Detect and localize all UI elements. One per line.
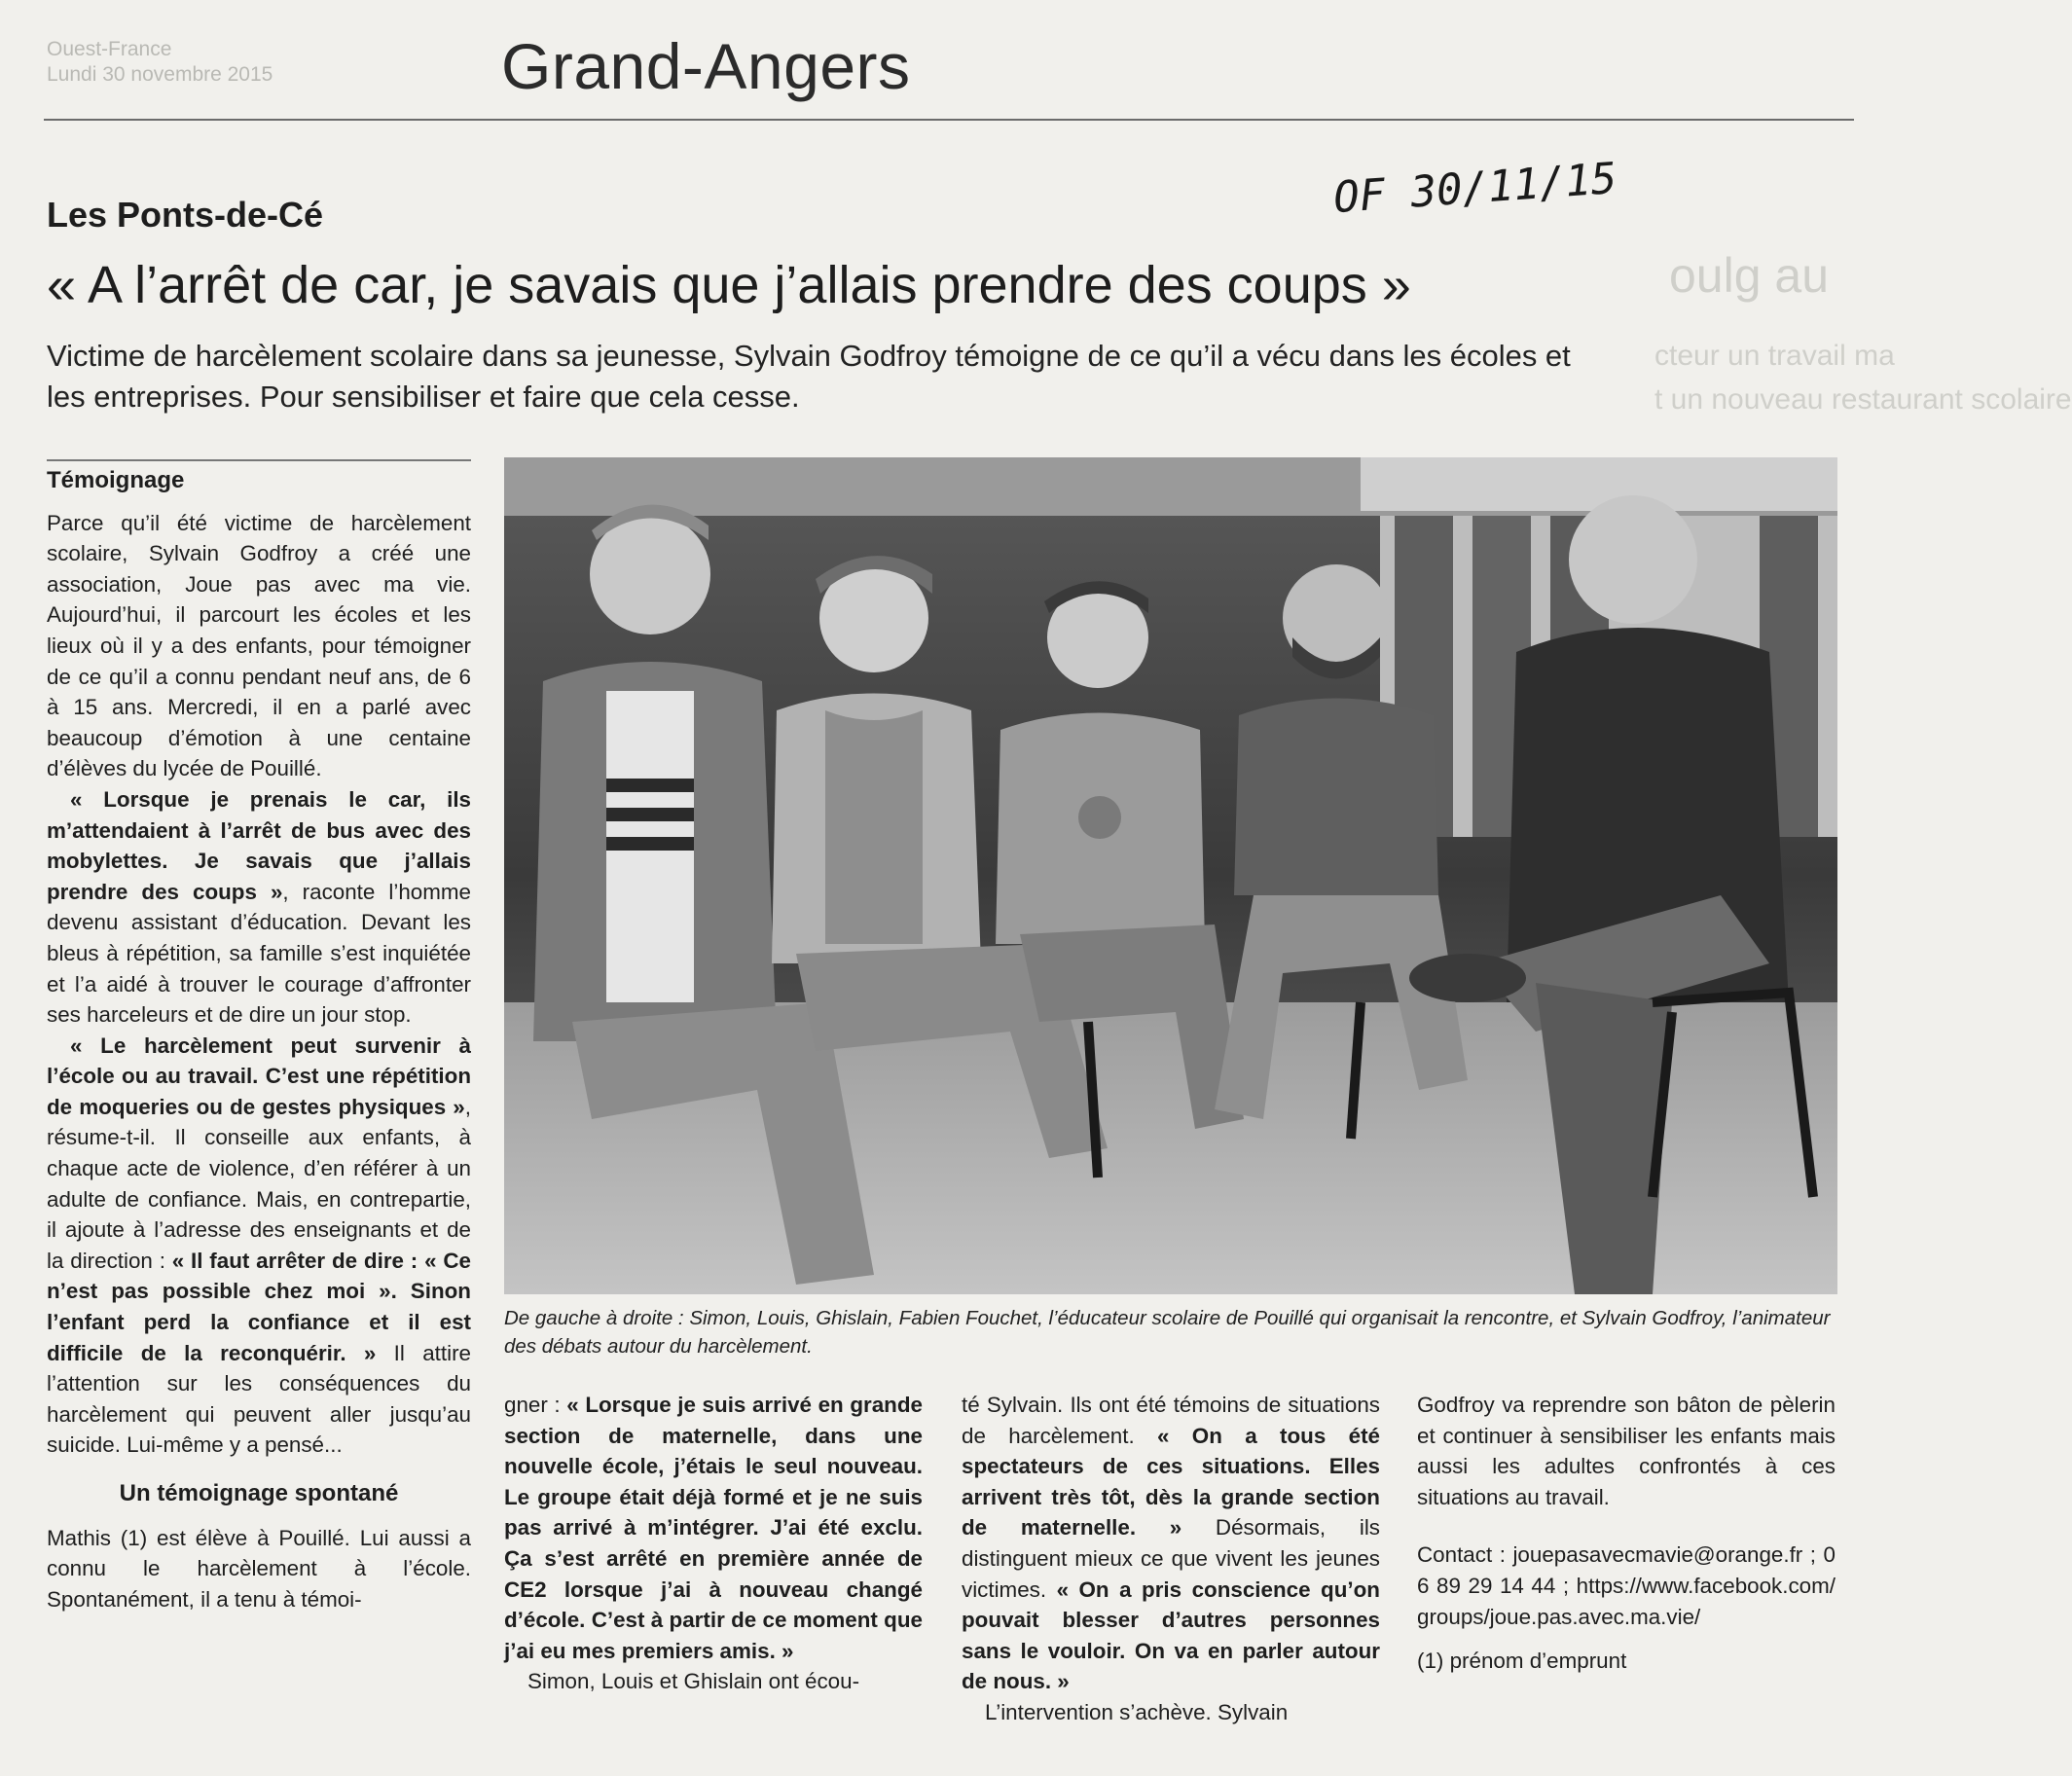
paragraph-text: , raconte l’homme devenu assistant d’éducation. Devant les bleus à répétition, sa famille s’est inquiétée et l’a aidé à trouver le courage d’affronter ses harceleurs et de dire un jour stop. — [47, 879, 471, 1028]
masthead — [47, 37, 273, 88]
locality-label: Les Ponts-de-Cé — [47, 195, 324, 235]
paragraph-text: , résume-t-il. Il conseille aux enfants, à chaque acte de violence, d’en référer à un adulte de confiance. Mais, en contrepartie, il ajoute à l’adresse des enseignants et de la direction : — [47, 1094, 471, 1273]
headline: « A l’arrêt de car, je savais que j’allais prendre des coups » — [47, 256, 1411, 314]
standfirst: Victime de harcèlement scolaire dans sa jeunesse, Sylvain Godfroy témoigne de ce qu’il a vécu dans les écoles et les entreprises. Pour sensibiliser et faire que cela cesse. — [47, 339, 1571, 414]
quote: « On a tous été spectateurs de ces situations. Elles arrivent très tôt, dès la grande section de maternelle. » — [962, 1423, 1380, 1540]
photo-illustration — [504, 457, 1837, 1294]
kicker: Témoignage — [47, 467, 185, 493]
footnote: (1) prénom d’emprunt — [1417, 1649, 1627, 1674]
handwritten-note: OF 30/11/15 — [1331, 153, 1618, 224]
paragraph: Parce qu’il été victime de harcèlement scolaire, Sylvain Godfroy a créé une association, Joue pas avec ma vie. Aujourd’hui, il parcourt les écoles et les lieux où il y a des enfants, pour témoigner de ce qu’il a connu pendant neuf ans, de 6 à 15 ans. Mercredi, il en a parlé avec beaucoup d’émotion à une centaine d’élèves du lycée de Pouillé. — [47, 510, 471, 781]
quote: « Lorsque je prenais le car, ils m’attendaient à l’arrêt de bus avec des mobylettes. Je savais que j’allais prendre des coups » — [47, 786, 471, 904]
show-through-text: oulg au — [1669, 248, 1830, 303]
article-photo — [504, 457, 1837, 1294]
paragraph-text: gner : — [504, 1393, 567, 1417]
paragraph: Mathis (1) est élève à Pouillé. Lui aussi a connu le harcèlement à l’école. Spontanément, il a tenu à témoi- — [47, 1525, 471, 1612]
quote: « Le harcèlement peut survenir à l’école ou au travail. C’est une répétition de moqueries ou de gestes physiques » — [47, 1033, 471, 1119]
paragraph — [47, 784, 471, 1031]
masthead-date: Lundi 30 novembre 2015 — [47, 63, 273, 86]
article-column-4 — [1417, 1390, 1836, 1677]
quote: « Lorsque je suis arrivé en grande section de maternelle, dans une nouvelle école, j’étais le seul nouveau. Le groupe était déjà formé et je ne suis pas arrivé à m’intégrer. J’ai été exclu. Ça s’est arrêté en première année de CE2 lorsque j’ai à nouveau changé d’école. C’est à partir de ce moment que j’ai eu mes premiers amis. » — [504, 1393, 923, 1663]
article-column-1 — [47, 465, 471, 1614]
column-rule — [47, 459, 471, 461]
photo-caption: De gauche à droite : Simon, Louis, Ghislain, Fabien Fouchet, l’éducateur scolaire de Pouillé qui organisait la rencontre, et Sylvain Godfroy, l’animateur des débats autour du harcèlement. — [504, 1307, 1831, 1358]
masthead-paper: Ouest-France — [47, 38, 172, 60]
paragraph-text: Désormais, ils distinguent mieux ce que vivent les jeunes victimes. — [962, 1515, 1380, 1602]
paragraph — [962, 1390, 1380, 1697]
paragraph-text: té Sylvain. Ils ont été témoins de situations de harcèlement. — [962, 1393, 1380, 1448]
paragraph — [47, 1031, 471, 1461]
paragraph-text: Il attire l’attention sur les conséquences du harcèlement qui peuvent aller jusqu’au suicide. Lui-même y a pensé... — [47, 1340, 471, 1458]
subheading: Un témoignage spontané — [119, 1480, 399, 1506]
section-title: Grand-Angers — [501, 30, 911, 102]
show-through-text: cteur un travail ma — [1654, 340, 1895, 372]
quote: « On a pris conscience qu’on pouvait blesser d’autres personnes sans le vouloir. On va en parler autour de nous. » — [962, 1577, 1380, 1694]
quote: « Il faut arrêter de dire : « Ce n’est pas possible chez moi ». Sinon l’enfant perd la confiance et il est difficile de la reconquérir. » — [47, 1248, 471, 1365]
header-rule — [44, 119, 1854, 121]
contact-info: Contact : jouepasavecmavie@orange.fr ; 06 89 29 14 44 ; https://www.facebook.com/groups/joue.pas.avec.ma.vie/ — [1417, 1542, 1836, 1629]
paragraph: Godfroy va reprendre son bâton de pèlerin et continuer à sensibiliser les enfants mais aussi les adultes confrontés à ces situations au travail. — [1417, 1393, 1836, 1509]
article-column-2 — [504, 1390, 923, 1697]
paragraph: L’intervention s’achève. Sylvain — [985, 1699, 1289, 1724]
article-column-3 — [962, 1390, 1380, 1728]
show-through-text: t un nouveau restaurant scolaire — [1654, 383, 2072, 416]
paragraph — [504, 1390, 923, 1666]
paragraph: Simon, Louis et Ghislain ont écou- — [527, 1669, 860, 1694]
